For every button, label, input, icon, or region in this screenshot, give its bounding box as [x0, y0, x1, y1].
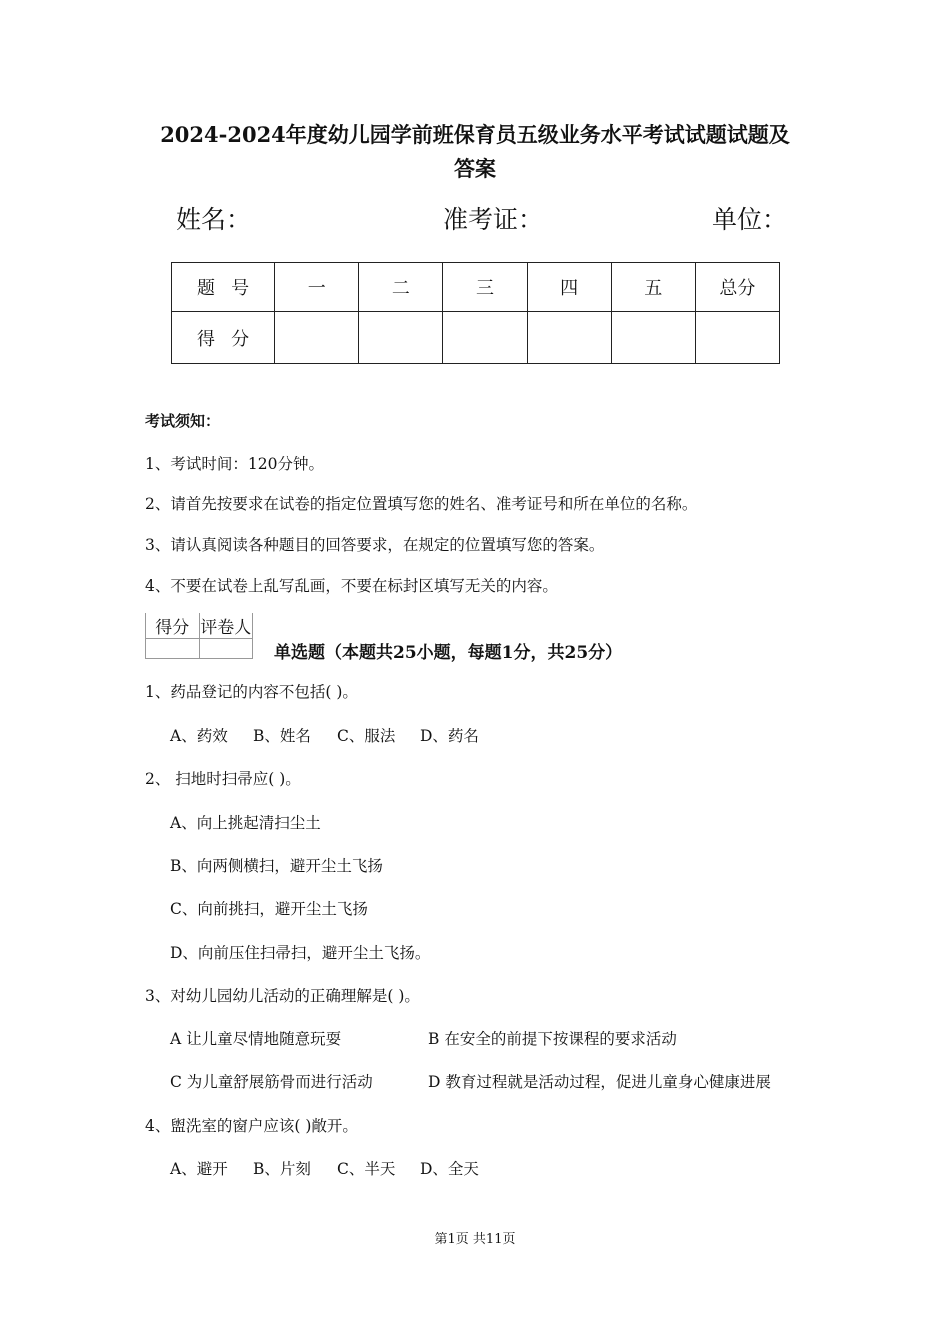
question-4-stem: 4、盥洗室的窗户应该( )敞开。 [145, 1117, 358, 1135]
grader-score-cell[interactable] [146, 639, 200, 659]
question-1-option-b: B、姓名 [253, 727, 311, 745]
title-line-2: 答案 [454, 156, 496, 181]
question-3-option-b: B 在安全的前提下按课程的要求活动 [428, 1030, 677, 1048]
page-footer: 第1页 共11页 [434, 1232, 516, 1247]
question-4-option-c: C、半天 [337, 1160, 396, 1178]
score-column-4: 四 [527, 263, 611, 312]
unit-field-label: 单位： [712, 205, 788, 234]
score-column-total: 总分 [695, 263, 779, 312]
question-2-option-b: B、向两侧横扫，避开尘土飞扬 [170, 857, 383, 875]
exam-number-field-label: 准考证： [443, 205, 544, 234]
document-title [140, 118, 810, 186]
score-column-3: 三 [443, 263, 527, 312]
score-cell-2[interactable] [359, 312, 443, 364]
question-3-option-d: D 教育过程就是活动过程，促进儿童身心健康进展 [428, 1073, 771, 1091]
score-table-header-row [172, 263, 780, 312]
question-3-option-c: C 为儿童舒展筋骨而进行活动 [170, 1073, 373, 1091]
candidate-fields [0, 200, 950, 240]
section-title: 单选题（本题共25小题，每题1分，共25分） [274, 643, 623, 663]
question-2-option-a: A、向上挑起清扫尘土 [170, 814, 321, 832]
notice-item-3: 3、请认真阅读各种题目的回答要求，在规定的位置填写您的答案。 [145, 536, 605, 554]
question-4-option-b: B、片刻 [253, 1160, 311, 1178]
question-4-option-a: A、避开 [170, 1160, 228, 1178]
grader-reviewer-label: 评卷人 [199, 613, 253, 639]
score-cell-3[interactable] [443, 312, 527, 364]
score-table [171, 262, 780, 364]
score-cell-total[interactable] [695, 312, 779, 364]
score-label: 得分 [172, 312, 275, 364]
notice-item-4: 4、不要在试卷上乱写乱画，不要在标封区填写无关的内容。 [145, 577, 558, 595]
question-number-label: 题号 [172, 263, 275, 312]
question-2-option-d: D、向前压住扫帚扫，避开尘土飞扬。 [170, 944, 431, 962]
score-column-5: 五 [611, 263, 695, 312]
score-column-1: 一 [275, 263, 359, 312]
score-cell-5[interactable] [611, 312, 695, 364]
question-3-option-a: A 让儿童尽情地随意玩耍 [170, 1030, 342, 1048]
notice-item-1: 1、考试时间：120分钟。 [145, 455, 324, 473]
question-1-stem: 1、药品登记的内容不包括( )。 [145, 683, 358, 701]
question-4-option-d: D、全天 [420, 1160, 479, 1178]
notice-heading: 考试须知： [145, 412, 221, 430]
score-column-2: 二 [359, 263, 443, 312]
score-cell-4[interactable] [527, 312, 611, 364]
title-line-1: 2024-2024年度幼儿园学前班保育员五级业务水平考试试题试题及 [160, 122, 790, 147]
grader-box [145, 613, 253, 659]
notice-item-2: 2、请首先按要求在试卷的指定位置填写您的姓名、准考证号和所在单位的名称。 [145, 495, 698, 513]
grader-reviewer-cell[interactable] [199, 639, 253, 659]
question-1-option-a: A、药效 [170, 727, 228, 745]
name-field-label: 姓名： [176, 205, 252, 234]
grader-score-label: 得分 [146, 613, 200, 639]
question-2-option-c: C、向前挑扫，避开尘土飞扬 [170, 900, 368, 918]
question-2-stem: 2、 扫地时扫帚应( )。 [145, 770, 301, 788]
score-table-score-row [172, 312, 780, 364]
question-1-option-d: D、药名 [420, 727, 479, 745]
question-1-option-c: C、服法 [337, 727, 396, 745]
score-cell-1[interactable] [275, 312, 359, 364]
question-3-stem: 3、对幼儿园幼儿活动的正确理解是( )。 [145, 987, 420, 1005]
